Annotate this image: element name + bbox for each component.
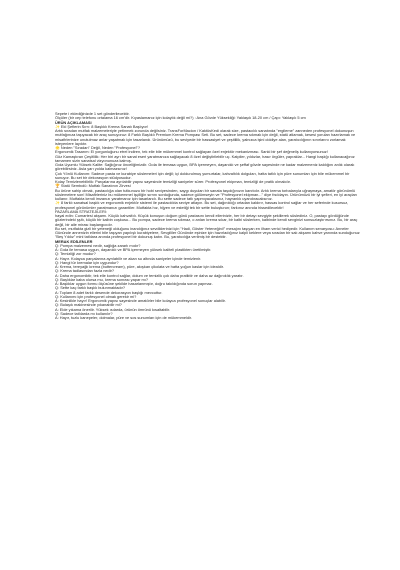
faq-line: Q: Krema tadlasından fazla nedir? <box>55 268 115 274</box>
faq-line: A: Daha ergonomiktir, tek elle kontrol sağlar, dolum ve temizlik çok daha pratiktir ve daha az dağınıklık yaratır. <box>55 272 244 278</box>
description-heading: ÜRÜN AÇIKLAMASI <box>55 119 92 125</box>
faq-line: Q: Pompa malzemesi nedir, sağlığa zararlı mıdır? <box>55 242 141 248</box>
faq-line: A: Toplam 8 adet farklı desende dekorasyon başlığı mevcuttur. <box>55 289 163 295</box>
faq-line: Q: Bulaşık makinesinde yıkanabilir mi? <box>55 302 122 308</box>
faq-line: Q: Temizliği zor mudur? <box>55 251 96 257</box>
description-paragraph: Çok Yönlü Kullanım: Sadece pasta ve kurabiye süslemeleri için değil; içi doldurulmuş yumurtalar, kahvaltılık dolguları, hatta tatlılı için püre sunumları için bile mükemmel bir sunuyor. Bu set bir dekorasyon stüdyosudur. <box>55 170 350 180</box>
faq-line: Q: Sadece tatlılarda mı kullanılır? <box>55 310 113 316</box>
description-paragraph: Bu set, mutfakta gizli bir yeteneği olduğunu inandığınız sevdiklerinizi için "Hadi, Göster Yeteneğini!" mesajını taşıyan en ilham verici hediyedir. Kullanım senaryosu: Anneler Gününde annenizin ellerini bile taşıyan yapılışlı kurabiyelere, Sevgililer Gününde eşinize için hazırladığınız kalpli keklere veya sıradan bir salı akşamı kahve yanında sunduğunuz "Beş Yıldız" mini tatlılara anında profesyonel bir dokunuş katın. Bu, yaratıcılığa verilmiş bir destektir. <box>55 225 360 240</box>
description-paragraph: Göz Kamaştıran Çeşitlilik: Her biri ayrı bir sanat eseri yaratmanıza sağlayacak 8 özel değiştirilebilir uç. Katpiler, yıldızlar, hasır örgüler, yapraklar... Hangi başlığı kullanacağınız tamamen sizin sanatsal vizyonunuza kalmış. <box>55 153 355 163</box>
intro-section <box>55 112 361 121</box>
description-paragraph: 🏆 Statü Sembolü: Mutfak Sanatının Zirvesi <box>55 183 131 189</box>
faq-line: Q: Başlıklar kaba olursa mu, krema sonrası yapar mı? <box>55 276 148 282</box>
faq-heading: MERAK EDİLENLER <box>55 238 93 244</box>
description-paragraph: PAZARLAMA STRATEJİLERİ: <box>55 208 107 214</box>
description-paragraph: Kolay Temizlenebilirlik: Parçalarına ayrılabilir yapısı sayesinde temizliği saniyeler sürer. Profesyonel ekipman, temizliği de pratik olmalıdır. <box>55 179 291 184</box>
description-paragraph: Bu ürüne sahip olmak, pastacılığa olan tutkunuzu bir hobi seviyesinden, saygı duyulan bir sanata taşıdığınızın kanıtıdır. Artık krema torbalarıyla uğraşmaya, amatör görünümlü süslemelere son! Misafirleriniz bu mükemmel işçiliğin sırrını sorduğunda, sadece gülümseyin ve "Profesyonel ekipman..." diye fısıldayın. Ürünümüzü bir iyi şefleri, en iyi araçları kullanır. Mutfakta kendi imzanızı yaratmanız için tasarlandı. Bu sette sadece tatlı yapmıyacaksınız, hayranlık uyandıracaksınız. <box>55 187 358 201</box>
faq-line: A: Elde yıkama önerilir. Yüksek ısılarda, ürünün ömrünü kısaltabilir. <box>55 306 171 312</box>
faq-section <box>55 244 361 321</box>
faq-line: Q: Kullanımı için profesyonel olmak gerekir mi? <box>55 293 137 299</box>
faq-line: A: Hayır. Kolayca parçalarına ayrılabilir ve akan su altında saniyeler içinde temizlenir. <box>55 255 202 261</box>
faq-line: A: Hayır, tuzlu kanepeler, dolmalar, püre ve sos sunumları için de mükemmeldir. <box>55 315 193 320</box>
faq-line: A: Krema, tereyağlı krema (buttercream), püre, akışkan çikolata ve hatta yoğun kaslar için idealdir. <box>55 264 224 269</box>
description-paragraph: hayal edin: Cumartesi akşamı. Küçük kahvaltılı. Küçük konuşun doğum günü pastasını kendi ellerinizle, her bir detayı sevgiyle şekillerek süslediniz. O, pastayı gördüğünde gözlerindeki şşltı, küçük bir kalbin coşkusu... Bu pompa, sadece krema sıkmaz, o anları krema sıkar, bir kalbi süslerken, kalbinde kendi sevginizi sonsuzlaştırırsınız. Bu, bir araç değil, bir aile mirası başlangıcıdır. <box>55 213 358 227</box>
description-paragraph: 🌟 Neden "Sıradan" Değil, Neden "Profesyonel"? <box>55 145 140 150</box>
description-paragraph: Ergonomik Tasarım: El yorgunluğunu etrel indiren, tek elle bile mükemmel kontrol sağlayan özel enjektör mekanizması. Sanki bir şef değmeliş kullanıyorsunuz! <box>55 149 328 155</box>
description-paragraph: Gıda Uyumlu Yüksek Kalite: Sağlığınız önceliğimizdir. Gıda ile temasa uygun, BPA içermeyen, dayanıklı ve şeffaf gövde sayesinde ne kadar malzemeniz kaldığını anlık olarak görebilirsiniz. Asla yarı yolda kalmazsınız! <box>55 162 355 172</box>
description-paragraph: Artık sıradan mutfak malzemeleriyle yetinmek zorunda değilsiniz. TransForMacion / KaktüsKedi olarak size, pastacılık sanatında "ergileme" zanneden profesyonel dokunuşun mutfağınıza taşıyacak bir araç sunuyoruz: 8 Farklı Başlıklı Premium Krema Pompası Seti. Bu set, sadece krema sıkmak için değil, statü atlamak, kesesi yorulan hazırlamak ve misafirlerinize unutulmaz anlar yaşatmak için tasarlandı. Ürünümüzü, bu seviyede bir hassasiyet ve çeşitlilik, yalnızca işini ciddiye alan, yaratıcılığının sınırlarını zorlamak isteyenlere layıktır. <box>55 128 356 146</box>
faq-line: A: Kesinlikle hayır! Ergonomik yapısı sayesinde amatörler bile kolayca profesyonel sonuçlar alabilir. <box>55 298 226 303</box>
faq-line: A: Gıda ile temasa uygun, dayanıklı ve BPA içermeyen yüksek kaliteli plastikten üretilmiştir. <box>55 247 212 252</box>
product-description-document <box>55 112 361 542</box>
faq-line: Q: Sette kaç farklı başlık bulunmaktadır? <box>55 285 126 291</box>
description-paragraph: ✨ 8 farklı sanatsal başlık ve ergonomik enjektör sistemi ile pastacılıkta seviye atlayın. Bu set, dağınıklığı ortadan kaldırır, hassas kontrol sağlar ve her seferinde kusursuz, profesyonel görünümler yaratmanızı garantiler. Mutfakta hız, hijyen ve estetiği tek bir sette buluşturun; farkınız anında hissedilecektir! <box>55 200 349 210</box>
faq-line: Q: Hangi tür kremalar için uygundur? <box>55 259 119 265</box>
intro-paragraph: Sepete i eklediğinizde 1 set gönderilecektir. <box>55 112 130 116</box>
intro-paragraph: Ölçüler (bir cep telefonu ortalama 16 cm'dir. Kıyaslamanız için kolaylık değil mi?) : Ana Gövde Yüksekliği: Yaklaşık 18-20 cm / Çapı: Yaklaşık 5 cm <box>55 115 306 121</box>
faq-line: A: Başlıklar uygun formu ölçüsüne şekilde hasarlanmıştır, doğru takıldığında sorun yapmaz. <box>55 281 213 286</box>
description-paragraph: ✨ Ekl Şeflerin Sırrı: 8 Başlıklı Krema Sanatı Başlıyor! <box>55 123 149 129</box>
description-section <box>55 125 361 240</box>
